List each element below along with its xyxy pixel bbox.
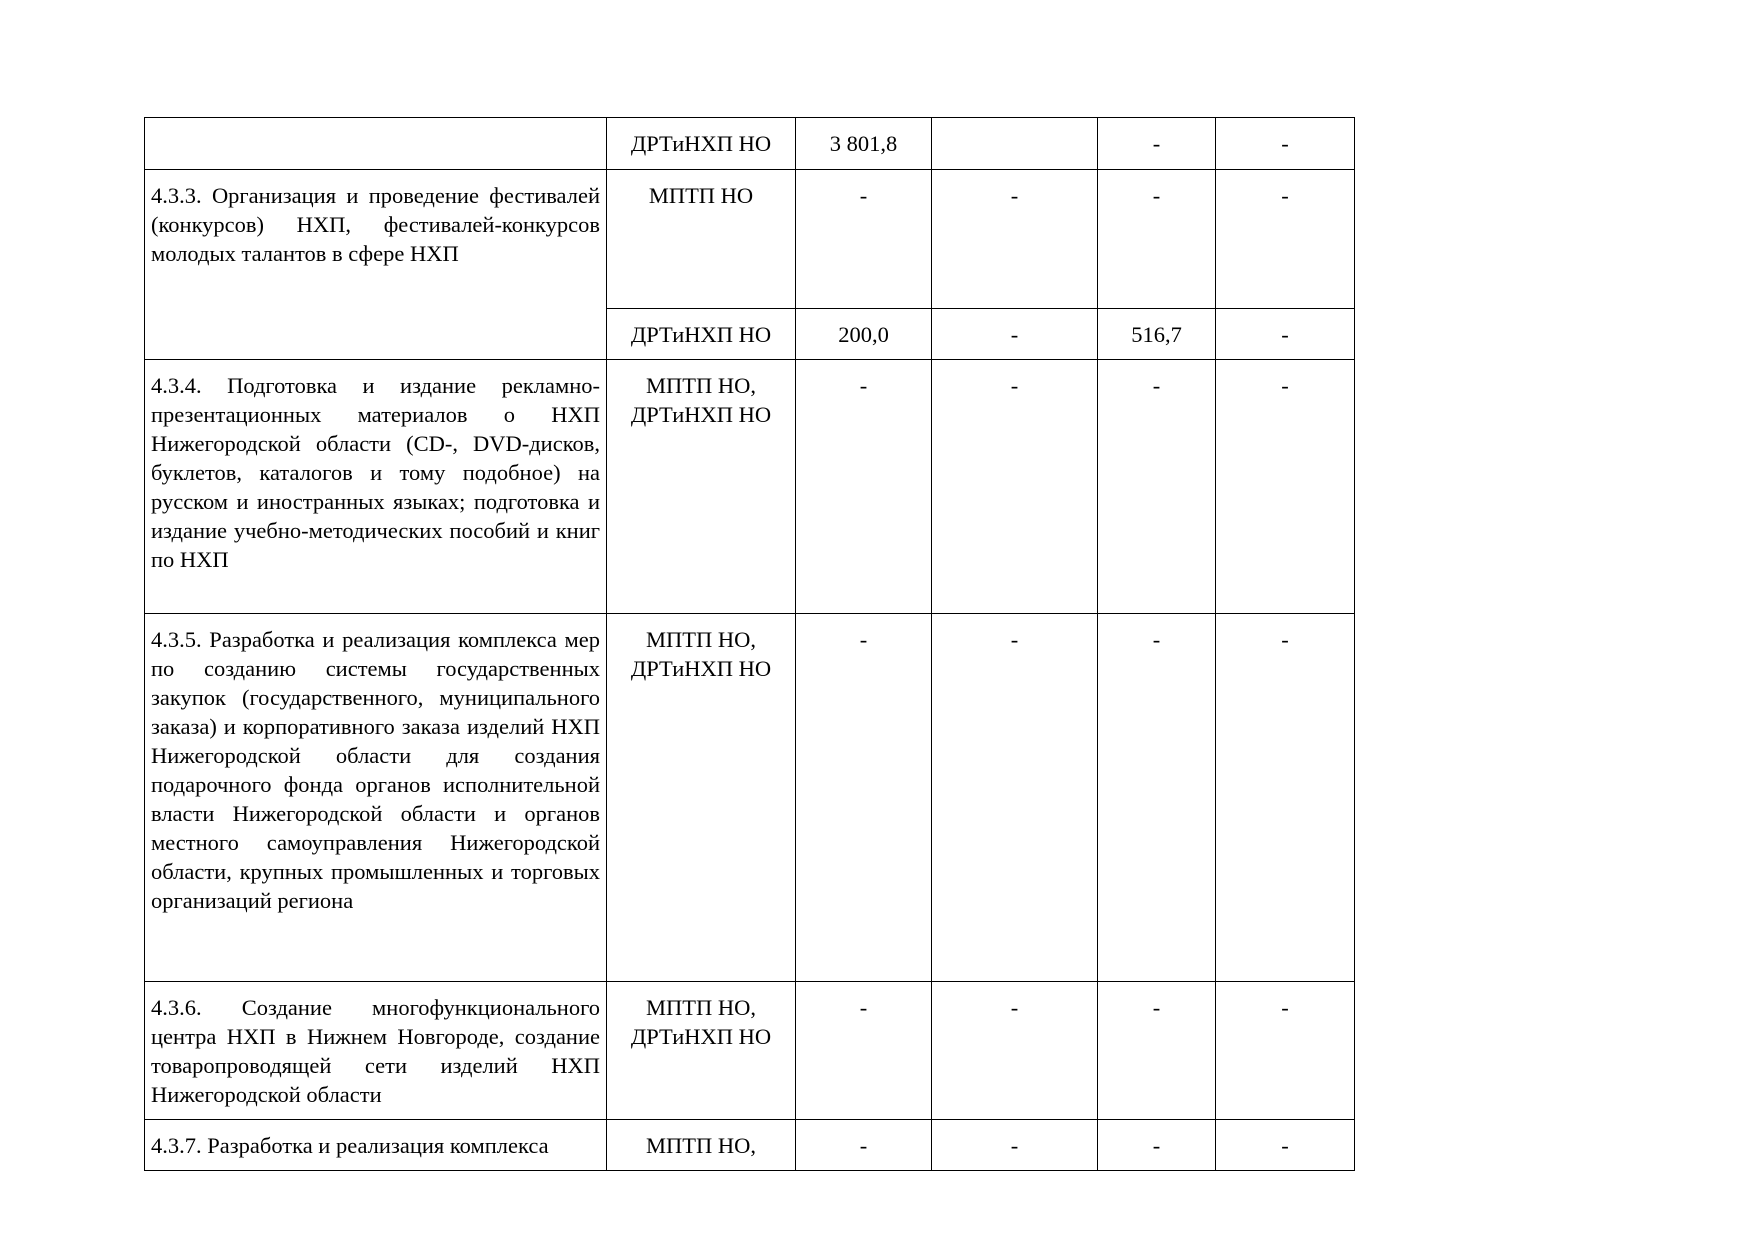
value-cell-year-1: 200,0	[796, 309, 932, 360]
value-cell-year-4: -	[1216, 1120, 1355, 1171]
table-row	[145, 360, 1355, 614]
value-cell-year-3: -	[1098, 118, 1216, 170]
table-row	[145, 1120, 1355, 1171]
executor-cell: МПТП НО,	[607, 1120, 796, 1171]
value-cell-year-4: -	[1216, 118, 1355, 170]
value-cell-year-4: -	[1216, 982, 1355, 1120]
measure-description-cell	[145, 118, 607, 170]
value-cell-year-1: -	[796, 170, 932, 309]
value-cell-year-2: -	[932, 982, 1098, 1120]
executor-cell: ДРТиНХП НО	[607, 118, 796, 170]
executor-cell: ДРТиНХП НО	[607, 309, 796, 360]
value-cell-year-4: -	[1216, 309, 1355, 360]
value-cell-year-2: -	[932, 614, 1098, 982]
table-row	[145, 170, 1355, 309]
value-cell-year-3: -	[1098, 360, 1216, 614]
measure-description-cell: 4.3.5. Разработка и реализация комплекса мер по созданию системы государственных закупок (государственного, муниципального заказа) и корпоративного заказа изделий НХП Нижегородской области для создания подарочного фонда органов исполнительной власти Нижегородской области и органов местного самоуправления Нижегородской области, крупных промышленных и торговых организаций региона	[145, 614, 607, 982]
table-row	[145, 982, 1355, 1120]
value-cell-year-4: -	[1216, 614, 1355, 982]
value-cell-year-2: -	[932, 1120, 1098, 1171]
table-row	[145, 118, 1355, 170]
value-cell-year-3: -	[1098, 614, 1216, 982]
value-cell-year-4: -	[1216, 360, 1355, 614]
value-cell-year-3: -	[1098, 982, 1216, 1120]
value-cell-year-2: -	[932, 360, 1098, 614]
value-cell-year-2: -	[932, 170, 1098, 309]
value-cell-year-3: 516,7	[1098, 309, 1216, 360]
value-cell-year-3: -	[1098, 170, 1216, 309]
value-cell-year-1: -	[796, 614, 932, 982]
value-cell-year-1: 3 801,8	[796, 118, 932, 170]
measure-description-cell: 4.3.4. Подготовка и издание рекламно-презентационных материалов о НХП Нижегородской области (CD-, DVD-дисков, буклетов, каталогов и тому подобное) на русском и иностранных языках; подготовка и издание учебно-методических пособий и книг по НХП	[145, 360, 607, 614]
executor-cell: МПТП НО	[607, 170, 796, 309]
value-cell-year-2	[932, 118, 1098, 170]
value-cell-year-2: -	[932, 309, 1098, 360]
executor-cell: МПТП НО, ДРТиНХП НО	[607, 982, 796, 1120]
executor-cell: МПТП НО, ДРТиНХП НО	[607, 360, 796, 614]
table-row	[145, 614, 1355, 982]
value-cell-year-1: -	[796, 360, 932, 614]
program-measures-table	[144, 117, 1355, 1171]
value-cell-year-3: -	[1098, 1120, 1216, 1171]
value-cell-year-1: -	[796, 982, 932, 1120]
value-cell-year-1: -	[796, 1120, 932, 1171]
value-cell-year-4: -	[1216, 170, 1355, 309]
measure-description-cell: 4.3.3. Организация и проведение фестивалей (конкурсов) НХП, фестивалей-конкурсов молодых талантов в сфере НХП	[145, 170, 607, 360]
measure-description-cell: 4.3.7. Разработка и реализация комплекса	[145, 1120, 607, 1171]
measure-description-cell: 4.3.6. Создание многофункционального центра НХП в Нижнем Новгороде, создание товаропроводящей сети изделий НХП Нижегородской области	[145, 982, 607, 1120]
executor-cell: МПТП НО, ДРТиНХП НО	[607, 614, 796, 982]
